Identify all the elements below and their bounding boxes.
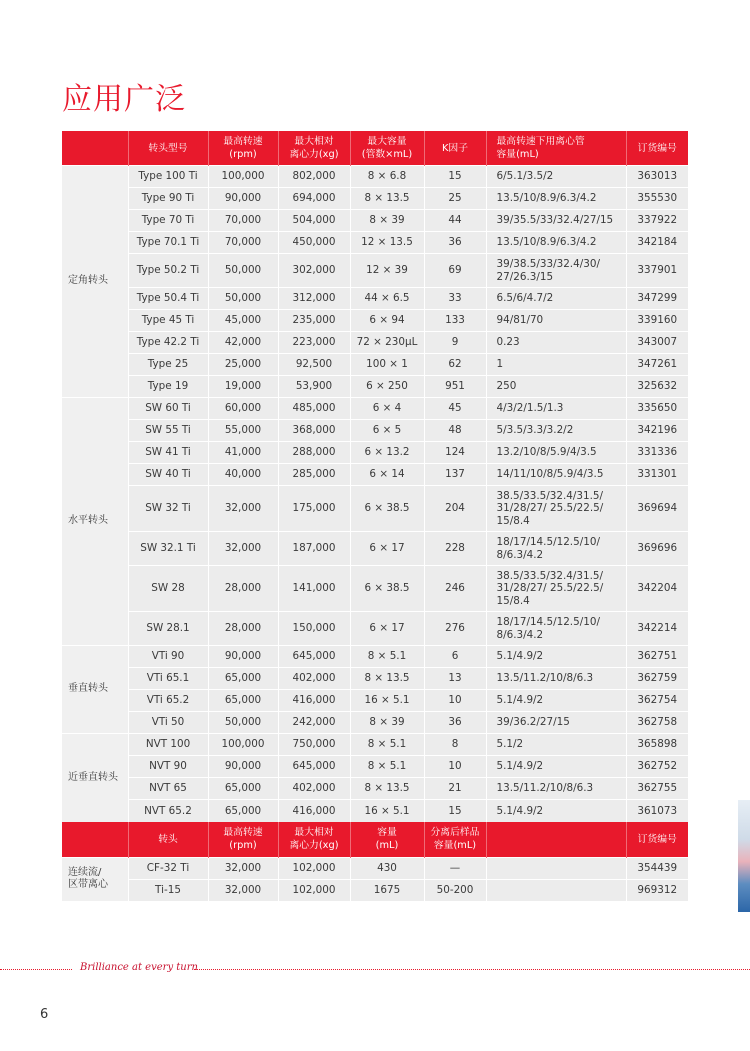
max-rcf-cell: 402,000 — [278, 778, 350, 800]
max-capacity-cell: 8 × 39 — [350, 210, 424, 232]
order-number-cell: 969312 — [626, 879, 688, 901]
tube-capacity-cell: 94/81/70 — [486, 310, 626, 332]
max-capacity-cell: 6 × 4 — [350, 398, 424, 420]
k-factor-cell: 228 — [424, 532, 486, 566]
header2-order-no: 订货编号 — [626, 822, 688, 858]
table-header-row-2 — [62, 822, 688, 858]
max-rcf-cell: 312,000 — [278, 288, 350, 310]
rotor-type-cell: SW 28.1 — [128, 612, 208, 646]
max-speed-cell: 90,000 — [208, 188, 278, 210]
blank-cell — [486, 857, 626, 879]
capacity-cell: 1675 — [350, 879, 424, 901]
max-speed-cell: 42,000 — [208, 332, 278, 354]
rotor-type-cell: SW 32.1 Ti — [128, 532, 208, 566]
max-capacity-cell: 6 × 13.2 — [350, 442, 424, 464]
header-k-factor: K因子 — [424, 131, 486, 166]
k-factor-cell: 21 — [424, 778, 486, 800]
tube-capacity-cell: 13.5/11.2/10/8/6.3 — [486, 668, 626, 690]
max-capacity-cell: 12 × 39 — [350, 254, 424, 288]
max-rcf-cell: 750,000 — [278, 734, 350, 756]
max-speed-cell: 90,000 — [208, 756, 278, 778]
tube-capacity-cell: 13.5/10/8.9/6.3/4.2 — [486, 232, 626, 254]
rotor-group-label: 水平转头 — [62, 398, 128, 646]
tube-capacity-cell: 5.1/4.9/2 — [486, 690, 626, 712]
header-max-rcf: 最大相对 离心力(xg) — [278, 131, 350, 166]
table-row — [62, 690, 688, 712]
header-order-no: 订货编号 — [626, 131, 688, 166]
footer-dotted-line-right — [194, 969, 750, 970]
max-capacity-cell: 6 × 250 — [350, 376, 424, 398]
tube-capacity-cell: 5.1/4.9/2 — [486, 646, 626, 668]
max-speed-cell: 28,000 — [208, 566, 278, 612]
tube-capacity-cell: 38.5/33.5/32.4/31.5/ 31/28/27/ 25.5/22.5/ 15/8.4 — [486, 566, 626, 612]
k-factor-cell: 276 — [424, 612, 486, 646]
order-number-cell: 342214 — [626, 612, 688, 646]
max-rcf-cell: 242,000 — [278, 712, 350, 734]
tube-capacity-cell: 39/38.5/33/32.4/30/ 27/26.3/15 — [486, 254, 626, 288]
tube-capacity-cell: 250 — [486, 376, 626, 398]
tube-capacity-cell: 6.5/6/4.7/2 — [486, 288, 626, 310]
max-capacity-cell: 6 × 38.5 — [350, 486, 424, 532]
order-number-cell: 347261 — [626, 354, 688, 376]
rotor-type-cell: Type 100 Ti — [128, 166, 208, 188]
max-speed-cell: 32,000 — [208, 879, 278, 901]
max-speed-cell: 100,000 — [208, 734, 278, 756]
max-speed-cell: 100,000 — [208, 166, 278, 188]
order-number-cell: 362755 — [626, 778, 688, 800]
max-speed-cell: 19,000 — [208, 376, 278, 398]
max-rcf-cell: 150,000 — [278, 612, 350, 646]
max-capacity-cell: 44 × 6.5 — [350, 288, 424, 310]
sample-capacity-cell: — — [424, 857, 486, 879]
table-row — [62, 254, 688, 288]
header2-sample-capacity: 分离后样品 容量(mL) — [424, 822, 486, 858]
order-number-cell: 342196 — [626, 420, 688, 442]
max-capacity-cell: 8 × 6.8 — [350, 166, 424, 188]
header2-category — [62, 822, 128, 858]
k-factor-cell: 951 — [424, 376, 486, 398]
max-rcf-cell: 53,900 — [278, 376, 350, 398]
table-row — [62, 566, 688, 612]
order-number-cell: 335650 — [626, 398, 688, 420]
tube-capacity-cell: 13.5/10/8.9/6.3/4.2 — [486, 188, 626, 210]
table-row — [62, 166, 688, 188]
table-row — [62, 712, 688, 734]
k-factor-cell: 36 — [424, 232, 486, 254]
rotor-type-cell: Type 70.1 Ti — [128, 232, 208, 254]
max-rcf-cell: 645,000 — [278, 646, 350, 668]
max-speed-cell: 70,000 — [208, 210, 278, 232]
header2-max-rcf: 最大相对 离心力(xg) — [278, 822, 350, 858]
tube-capacity-cell: 39/36.2/27/15 — [486, 712, 626, 734]
table-row — [62, 332, 688, 354]
k-factor-cell: 246 — [424, 566, 486, 612]
order-number-cell: 362759 — [626, 668, 688, 690]
rotor-type-cell: Type 45 Ti — [128, 310, 208, 332]
rotor-type-cell: VTi 50 — [128, 712, 208, 734]
header2-rotor: 转头 — [128, 822, 208, 858]
order-number-cell: 342184 — [626, 232, 688, 254]
max-speed-cell: 45,000 — [208, 310, 278, 332]
rotor-type-cell: CF-32 Ti — [128, 857, 208, 879]
k-factor-cell: 137 — [424, 464, 486, 486]
max-rcf-cell: 416,000 — [278, 800, 350, 822]
table-row — [62, 398, 688, 420]
header-rotor-type: 转头型号 — [128, 131, 208, 166]
max-speed-cell: 65,000 — [208, 668, 278, 690]
max-speed-cell: 65,000 — [208, 800, 278, 822]
order-number-cell: 365898 — [626, 734, 688, 756]
table-row — [62, 354, 688, 376]
max-capacity-cell: 6 × 94 — [350, 310, 424, 332]
rotor-type-cell: VTi 65.1 — [128, 668, 208, 690]
max-capacity-cell: 8 × 39 — [350, 712, 424, 734]
order-number-cell: 363013 — [626, 166, 688, 188]
max-capacity-cell: 8 × 5.1 — [350, 734, 424, 756]
max-capacity-cell: 72 × 230μL — [350, 332, 424, 354]
tube-capacity-cell: 18/17/14.5/12.5/10/ 8/6.3/4.2 — [486, 612, 626, 646]
max-rcf-cell: 288,000 — [278, 442, 350, 464]
order-number-cell: 331336 — [626, 442, 688, 464]
k-factor-cell: 9 — [424, 332, 486, 354]
tube-capacity-cell: 0.23 — [486, 332, 626, 354]
order-number-cell: 362758 — [626, 712, 688, 734]
capacity-cell: 430 — [350, 857, 424, 879]
table-row — [62, 646, 688, 668]
rotor-type-cell: SW 28 — [128, 566, 208, 612]
max-rcf-cell: 485,000 — [278, 398, 350, 420]
k-factor-cell: 48 — [424, 420, 486, 442]
rotor-type-cell: NVT 65.2 — [128, 800, 208, 822]
k-factor-cell: 133 — [424, 310, 486, 332]
header2-capacity: 容量 (mL) — [350, 822, 424, 858]
tube-capacity-cell: 5.1/4.9/2 — [486, 800, 626, 822]
table-row — [62, 778, 688, 800]
rotor-type-cell: Type 42.2 Ti — [128, 332, 208, 354]
max-speed-cell: 60,000 — [208, 398, 278, 420]
rotor-type-cell: Type 50.4 Ti — [128, 288, 208, 310]
max-rcf-cell: 504,000 — [278, 210, 350, 232]
order-number-cell: 343007 — [626, 332, 688, 354]
rotor-type-cell: Type 70 Ti — [128, 210, 208, 232]
max-speed-cell: 50,000 — [208, 288, 278, 310]
table-row — [62, 188, 688, 210]
header2-blank — [486, 822, 626, 858]
table-row — [62, 288, 688, 310]
max-speed-cell: 41,000 — [208, 442, 278, 464]
tube-capacity-cell: 1 — [486, 354, 626, 376]
table-row — [62, 800, 688, 822]
page-title: 应用广泛 — [62, 82, 186, 117]
k-factor-cell: 10 — [424, 690, 486, 712]
rotor-group-label: 连续流/ 区带离心 — [62, 857, 128, 901]
max-rcf-cell: 450,000 — [278, 232, 350, 254]
max-speed-cell: 32,000 — [208, 857, 278, 879]
continuous-flow-table-body — [62, 857, 688, 901]
rotor-type-cell: Type 90 Ti — [128, 188, 208, 210]
max-capacity-cell: 12 × 13.5 — [350, 232, 424, 254]
rotor-type-cell: SW 41 Ti — [128, 442, 208, 464]
header-max-capacity: 最大容量 (管数×mL) — [350, 131, 424, 166]
max-speed-cell: 65,000 — [208, 778, 278, 800]
table-row — [62, 756, 688, 778]
max-speed-cell: 70,000 — [208, 232, 278, 254]
max-rcf-cell: 302,000 — [278, 254, 350, 288]
table-row — [62, 442, 688, 464]
table-row — [62, 210, 688, 232]
max-speed-cell: 90,000 — [208, 646, 278, 668]
k-factor-cell: 25 — [424, 188, 486, 210]
order-number-cell: 355530 — [626, 188, 688, 210]
max-speed-cell: 50,000 — [208, 712, 278, 734]
rotor-group-label: 定角转头 — [62, 166, 128, 398]
max-capacity-cell: 8 × 5.1 — [350, 756, 424, 778]
max-speed-cell: 32,000 — [208, 486, 278, 532]
order-number-cell: 337922 — [626, 210, 688, 232]
rotor-type-cell: NVT 65 — [128, 778, 208, 800]
table-row — [62, 464, 688, 486]
tube-capacity-cell: 13.5/11.2/10/8/6.3 — [486, 778, 626, 800]
tube-capacity-cell: 5.1/2 — [486, 734, 626, 756]
order-number-cell: 337901 — [626, 254, 688, 288]
k-factor-cell: 62 — [424, 354, 486, 376]
header-tube-capacity: 最高转速下用离心管 容量(mL) — [486, 131, 626, 166]
max-capacity-cell: 8 × 13.5 — [350, 778, 424, 800]
sample-capacity-cell: 50-200 — [424, 879, 486, 901]
footer-dotted-line-left — [0, 969, 72, 970]
k-factor-cell: 10 — [424, 756, 486, 778]
max-rcf-cell: 285,000 — [278, 464, 350, 486]
order-number-cell: 369694 — [626, 486, 688, 532]
table-row — [62, 376, 688, 398]
max-rcf-cell: 223,000 — [278, 332, 350, 354]
max-speed-cell: 25,000 — [208, 354, 278, 376]
k-factor-cell: 45 — [424, 398, 486, 420]
k-factor-cell: 204 — [424, 486, 486, 532]
tube-capacity-cell: 4/3/2/1.5/1.3 — [486, 398, 626, 420]
max-rcf-cell: 694,000 — [278, 188, 350, 210]
table-row — [62, 486, 688, 532]
order-number-cell: 362751 — [626, 646, 688, 668]
k-factor-cell: 15 — [424, 800, 486, 822]
order-number-cell: 354439 — [626, 857, 688, 879]
edge-photo-strip — [738, 800, 750, 912]
order-number-cell: 347299 — [626, 288, 688, 310]
order-number-cell: 342204 — [626, 566, 688, 612]
k-factor-cell: 69 — [424, 254, 486, 288]
order-number-cell: 331301 — [626, 464, 688, 486]
rotor-type-cell: VTi 90 — [128, 646, 208, 668]
rotor-type-cell: SW 60 Ti — [128, 398, 208, 420]
order-number-cell: 369696 — [626, 532, 688, 566]
tube-capacity-cell: 39/35.5/33/32.4/27/15 — [486, 210, 626, 232]
max-rcf-cell: 416,000 — [278, 690, 350, 712]
table-row — [62, 420, 688, 442]
rotor-type-cell: Type 50.2 Ti — [128, 254, 208, 288]
max-capacity-cell: 8 × 5.1 — [350, 646, 424, 668]
order-number-cell: 361073 — [626, 800, 688, 822]
rotor-type-cell: Type 19 — [128, 376, 208, 398]
k-factor-cell: 44 — [424, 210, 486, 232]
tube-capacity-cell: 5/3.5/3.3/3.2/2 — [486, 420, 626, 442]
header-category — [62, 131, 128, 166]
max-capacity-cell: 6 × 17 — [350, 532, 424, 566]
max-rcf-cell: 368,000 — [278, 420, 350, 442]
table-row — [62, 734, 688, 756]
page-number: 6 — [40, 1007, 49, 1022]
rotor-spec-table — [62, 131, 688, 901]
table-header-row — [62, 131, 688, 166]
table-row — [62, 612, 688, 646]
tube-capacity-cell: 6/5.1/3.5/2 — [486, 166, 626, 188]
table-row — [62, 310, 688, 332]
order-number-cell: 362754 — [626, 690, 688, 712]
max-capacity-cell: 6 × 5 — [350, 420, 424, 442]
max-capacity-cell: 6 × 14 — [350, 464, 424, 486]
rotor-type-cell: VTi 65.2 — [128, 690, 208, 712]
max-rcf-cell: 92,500 — [278, 354, 350, 376]
table-row — [62, 668, 688, 690]
tube-capacity-cell: 18/17/14.5/12.5/10/ 8/6.3/4.2 — [486, 532, 626, 566]
header2-max-speed: 最高转速 (rpm) — [208, 822, 278, 858]
order-number-cell: 339160 — [626, 310, 688, 332]
max-capacity-cell: 16 × 5.1 — [350, 690, 424, 712]
max-speed-cell: 65,000 — [208, 690, 278, 712]
tube-capacity-cell: 13.2/10/8/5.9/4/3.5 — [486, 442, 626, 464]
order-number-cell: 362752 — [626, 756, 688, 778]
rotor-type-cell: NVT 100 — [128, 734, 208, 756]
rotor-group-label: 近垂直转头 — [62, 734, 128, 822]
k-factor-cell: 8 — [424, 734, 486, 756]
k-factor-cell: 33 — [424, 288, 486, 310]
max-rcf-cell: 802,000 — [278, 166, 350, 188]
max-capacity-cell: 8 × 13.5 — [350, 188, 424, 210]
rotor-group-label: 垂直转头 — [62, 646, 128, 734]
k-factor-cell: 124 — [424, 442, 486, 464]
max-rcf-cell: 187,000 — [278, 532, 350, 566]
rotor-type-cell: SW 32 Ti — [128, 486, 208, 532]
max-rcf-cell: 141,000 — [278, 566, 350, 612]
max-capacity-cell: 16 × 5.1 — [350, 800, 424, 822]
rotor-type-cell: Ti-15 — [128, 879, 208, 901]
header-max-speed: 最高转速 (rpm) — [208, 131, 278, 166]
rotor-type-cell: NVT 90 — [128, 756, 208, 778]
rotor-type-cell: SW 55 Ti — [128, 420, 208, 442]
max-rcf-cell: 235,000 — [278, 310, 350, 332]
table-row — [62, 232, 688, 254]
tube-capacity-cell: 5.1/4.9/2 — [486, 756, 626, 778]
max-capacity-cell: 100 × 1 — [350, 354, 424, 376]
max-rcf-cell: 102,000 — [278, 857, 350, 879]
max-speed-cell: 50,000 — [208, 254, 278, 288]
max-speed-cell: 40,000 — [208, 464, 278, 486]
max-capacity-cell: 6 × 17 — [350, 612, 424, 646]
k-factor-cell: 15 — [424, 166, 486, 188]
tube-capacity-cell: 38.5/33.5/32.4/31.5/ 31/28/27/ 25.5/22.5/ 15/8.4 — [486, 486, 626, 532]
max-capacity-cell: 8 × 13.5 — [350, 668, 424, 690]
max-speed-cell: 32,000 — [208, 532, 278, 566]
k-factor-cell: 6 — [424, 646, 486, 668]
max-rcf-cell: 102,000 — [278, 879, 350, 901]
rotor-type-cell: SW 40 Ti — [128, 464, 208, 486]
blank-cell — [486, 879, 626, 901]
k-factor-cell: 36 — [424, 712, 486, 734]
table-row — [62, 879, 688, 901]
tube-capacity-cell: 14/11/10/8/5.9/4/3.5 — [486, 464, 626, 486]
rotor-table-body — [62, 166, 688, 822]
max-speed-cell: 28,000 — [208, 612, 278, 646]
k-factor-cell: 13 — [424, 668, 486, 690]
max-speed-cell: 55,000 — [208, 420, 278, 442]
rotor-type-cell: Type 25 — [128, 354, 208, 376]
table-row — [62, 532, 688, 566]
max-rcf-cell: 645,000 — [278, 756, 350, 778]
max-capacity-cell: 6 × 38.5 — [350, 566, 424, 612]
max-rcf-cell: 402,000 — [278, 668, 350, 690]
max-rcf-cell: 175,000 — [278, 486, 350, 532]
table-row — [62, 857, 688, 879]
order-number-cell: 325632 — [626, 376, 688, 398]
footer-tagline: Brilliance at every turn — [80, 962, 198, 973]
